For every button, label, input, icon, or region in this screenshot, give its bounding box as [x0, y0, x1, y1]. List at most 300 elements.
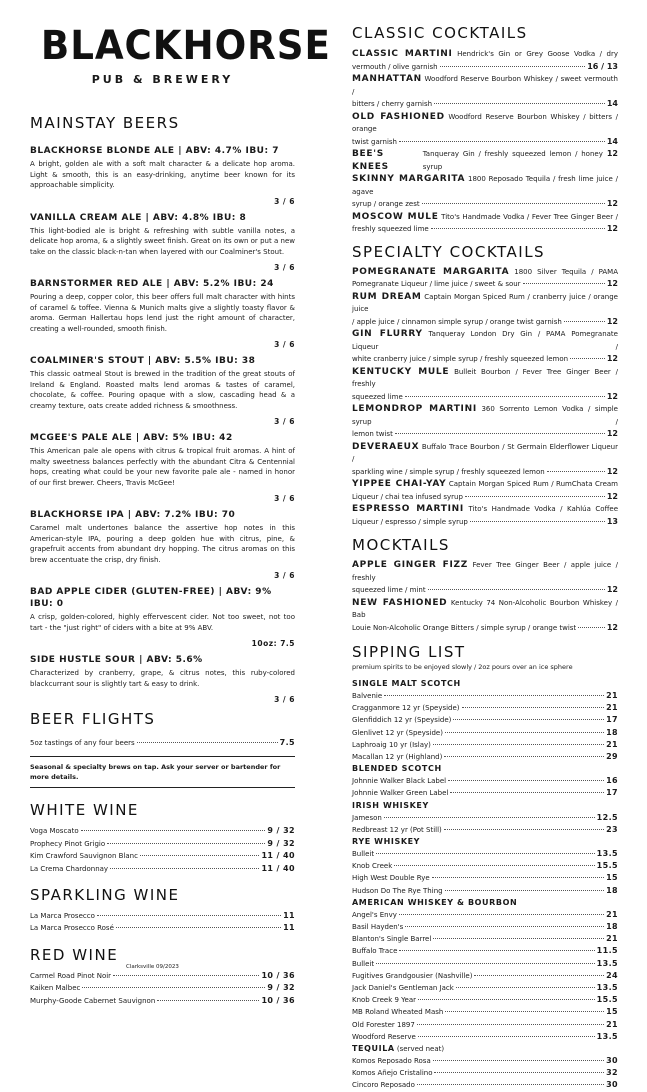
spirit-name: Komos Reposado Rosa — [352, 1057, 431, 1066]
beer-name: SIDE HUSTLE SOUR | ABV: 5.6% — [30, 655, 203, 665]
spirit-price: 23 — [606, 824, 618, 834]
cocktail-ingredients: Kentucky 74 Non-Alcoholic Bourbon Whiskey / Bab — [352, 598, 618, 619]
cocktail-first-line — [352, 266, 618, 279]
beer-price: 3 / 6 — [274, 571, 295, 580]
cocktail-price: 12 — [606, 316, 618, 326]
dot-leader — [384, 695, 604, 696]
dot-leader — [433, 744, 604, 745]
cocktail-first-line — [352, 48, 618, 61]
cocktail-price: 12 — [606, 491, 618, 501]
dot-leader — [432, 877, 604, 878]
divider — [30, 756, 295, 757]
spirit-price: 21 — [606, 739, 618, 749]
beer-description: Characterized by cranberry, grape, & citrus notes, this ruby-colored blackcurrant sour is slightly tart & easy to drink. — [30, 669, 295, 688]
spirit-name: Cincoro Reposado — [352, 1081, 415, 1090]
cocktail-second-line — [352, 61, 618, 74]
dot-leader — [431, 228, 605, 229]
cocktail-first-line — [352, 73, 618, 98]
section-title-white-wine: WHITE WINE — [30, 801, 139, 820]
dot-leader — [116, 927, 281, 928]
cocktail-name: CLASSIC MARTINI — [352, 49, 453, 59]
section-title-sparkling-wine: SPARKLING WINE — [30, 886, 180, 905]
cocktail-price: 12 — [606, 585, 618, 594]
beer-description: A bright, golden ale with a soft malt character & a delicate hop aroma. Light & smooth, this is an easy-drinking, anytime beer known for its approachable simplicity. — [30, 160, 295, 189]
spirit-name: Blanton's Single Barrel — [352, 935, 432, 944]
beer-item — [30, 432, 295, 504]
beer-item — [30, 355, 295, 427]
spirit-item — [352, 909, 618, 921]
cocktail-item — [352, 73, 618, 111]
dot-leader — [97, 915, 281, 916]
section-title-red-wine: RED WINE — [30, 945, 119, 964]
cocktail-second-line — [352, 391, 618, 404]
cocktail-ingredients: lemon twist — [352, 430, 393, 438]
wine-item — [30, 850, 295, 862]
cocktail-item — [352, 366, 618, 404]
cocktail-ingredients: Louie Non-Alcoholic Orange Bitters / simple syrup / orange twist — [352, 623, 577, 632]
dot-leader — [445, 732, 604, 733]
dot-leader — [405, 396, 605, 397]
cocktail-first-line — [352, 291, 618, 316]
cocktail-price: 14 — [606, 99, 618, 108]
beer-description: A crisp, golden-colored, highly effervescent cider. Not too sweet, not too tart - the "just right" of ciders with a bite at 9% ABV. — [30, 613, 295, 632]
wine-item — [30, 863, 295, 875]
dot-leader — [110, 868, 259, 869]
spirit-item — [352, 775, 618, 787]
spirit-item — [352, 812, 618, 824]
beer-item — [30, 278, 295, 350]
cocktail-ingredients: sparkling wine / simple syrup / freshly squeezed lemon — [352, 467, 545, 476]
spirit-name: Laphroaig 10 yr (Islay) — [352, 740, 431, 749]
spirit-item — [352, 848, 618, 860]
cocktail-second-line — [352, 584, 618, 597]
beer-price: 10oz: 7.5 — [251, 639, 295, 648]
spirit-item — [352, 787, 618, 799]
spirit-price: 16 — [606, 776, 618, 786]
cocktail-price: 14 — [606, 136, 618, 146]
cocktail-ingredients: 1800 Silver Tequila / PAMA — [514, 267, 618, 276]
beer-price: 3 / 6 — [274, 494, 295, 503]
spirit-price: 15 — [606, 1007, 618, 1017]
cocktail-first-line — [352, 597, 618, 622]
cocktail-ingredients: Tanqueray Gin / freshly squeezed lemon / honey syrup — [422, 150, 603, 171]
cocktail-first-line — [352, 559, 618, 584]
wine-item-price: 9 / 32 — [267, 826, 295, 836]
dot-leader — [433, 938, 604, 939]
beer-name: BARNSTORMER RED ALE | ABV: 5.2% IBU: 24 — [30, 279, 274, 289]
wine-item-price: 11 / 40 — [261, 863, 295, 873]
cocktail-first-line — [352, 503, 618, 516]
spirit-name: High West Double Rye — [352, 874, 430, 883]
dot-leader — [453, 719, 604, 720]
dot-leader — [465, 496, 605, 497]
footer-location-date: Clarksville 09/2023 — [126, 964, 179, 970]
spirit-name: MB Roland Wheated Mash — [352, 1008, 444, 1017]
spirit-name: Cragganmore 12 yr (Speyside) — [352, 704, 460, 713]
spirit-item — [352, 885, 618, 897]
dot-leader — [82, 987, 265, 988]
spirit-price: 30 — [606, 1080, 618, 1090]
dot-leader — [444, 756, 604, 757]
dot-leader — [418, 1036, 595, 1037]
cocktail-item — [352, 211, 618, 236]
dot-leader — [399, 950, 594, 951]
spirit-price: 21 — [606, 909, 618, 919]
spirit-name: Fugitives Grandgousier (Nashville) — [352, 971, 473, 980]
sipping-group-title — [352, 836, 618, 848]
cocktail-ingredients: Tanqueray London Dry Gin / PAMA Pomegranate Liqueur / — [352, 330, 618, 351]
cocktail-item — [352, 559, 618, 597]
mocktail-list — [352, 559, 618, 634]
cocktail-second-line — [352, 198, 618, 211]
logo-tagline: PUB & BREWERY — [91, 73, 234, 86]
beer-name: MCGEE'S PALE ALE | ABV: 5% IBU: 42 — [30, 433, 233, 443]
cocktail-name: MOSCOW MULE — [352, 211, 439, 222]
wine-item-price: 9 / 32 — [267, 983, 295, 993]
section-title-mocktails: MOCKTAILS — [352, 536, 450, 554]
spirit-price: 13.5 — [596, 849, 618, 859]
sipping-group-name: IRISH WHISKEY — [352, 800, 429, 810]
wine-item-price: 11 / 40 — [261, 851, 295, 861]
sipping-group-title — [352, 897, 618, 909]
spirit-price: 15 — [606, 873, 618, 883]
wine-item-name: La Marca Prosecco — [30, 912, 95, 921]
cocktail-name: BEE'S KNEES — [352, 149, 389, 172]
cocktail-second-line — [352, 491, 618, 504]
spirit-price: 21 — [606, 703, 618, 713]
spirit-name: Old Forester 1897 — [352, 1020, 415, 1029]
cocktail-item — [352, 597, 618, 635]
cocktail-name: POMEGRANATE MARGARITA — [352, 266, 510, 277]
dot-leader — [462, 707, 605, 708]
spirit-item — [352, 945, 618, 957]
beer-name: BLACKHORSE BLONDE ALE | ABV: 4.7% IBU: 7 — [30, 146, 279, 156]
spirit-item — [352, 958, 618, 970]
spirit-item — [352, 994, 618, 1006]
cocktail-ingredients: 1800 Reposado Tequila / fresh lime juice / agave — [352, 175, 618, 196]
spirit-item — [352, 702, 618, 714]
cocktail-second-line — [352, 516, 618, 529]
cocktail-first-line — [352, 111, 618, 136]
cocktail-second-line — [352, 223, 618, 236]
beer-item — [30, 654, 295, 705]
dot-leader — [422, 203, 605, 204]
cocktail-price: 12 — [606, 199, 618, 208]
cocktail-name: LEMONDROP MARTINI — [352, 404, 477, 414]
sipping-group-name: RYE WHISKEY — [352, 837, 421, 847]
spirit-price: 29 — [606, 752, 618, 762]
cocktail-item — [352, 111, 618, 149]
dot-leader — [417, 1024, 604, 1025]
cocktail-name: OLD FASHIONED — [352, 111, 445, 122]
dot-leader — [113, 975, 259, 976]
spirit-price: 17 — [606, 715, 618, 725]
beer-description: This classic oatmeal Stout is brewed in the tradition of the great stouts of Ireland & England. Roasted malts lend aromas & tastes of caramel, chocolate, & coffee. Pouring opaque with a slow, cascading head & a creamy texture, oats create added richness & smoothness. — [30, 370, 295, 410]
spirit-item — [352, 1031, 618, 1043]
spirit-item — [352, 860, 618, 872]
specialty-cocktail-list — [352, 266, 618, 529]
dot-leader — [417, 1084, 604, 1085]
beer-item — [30, 212, 295, 274]
spirit-item — [352, 824, 618, 836]
spirit-price: 15.5 — [596, 861, 618, 871]
spirit-item — [352, 739, 618, 751]
flight-item-price: 7.5 — [279, 738, 295, 747]
spirit-name: Angel's Envy — [352, 910, 397, 919]
spirit-name: Johnnie Walker Green Label — [352, 789, 449, 798]
spirit-price: 21 — [606, 1019, 618, 1029]
dot-leader — [107, 843, 265, 844]
beer-description: Caramel malt undertones balance the assertive hop notes in this American-style IPA, pouring a deep golden hue with citrus, pine, & grapefruit accents from abundant dry hopping. The citrus aromas on this brew accentuate the crisp, dry finish. — [30, 524, 295, 564]
wine-item-name: Prophecy Pinot Grigio — [30, 839, 106, 848]
cocktail-item — [352, 148, 618, 173]
beer-price: 3 / 6 — [274, 340, 295, 349]
spirit-name: Knob Creek — [352, 862, 393, 871]
sipping-group-title — [352, 800, 618, 812]
cocktail-price: 12 — [606, 429, 618, 438]
sipping-group-title — [352, 1043, 618, 1055]
dot-leader — [450, 792, 604, 793]
section-title-mainstay: MAINSTAY BEERS — [30, 114, 180, 132]
red-wine-list — [30, 970, 295, 1007]
dot-leader — [140, 855, 260, 856]
beer-item — [30, 586, 295, 649]
wine-item-price: 10 / 36 — [261, 995, 295, 1005]
cocktail-item — [352, 328, 618, 366]
spirit-item — [352, 1067, 618, 1079]
wine-item — [30, 910, 295, 922]
spirit-price: 13.5 — [596, 958, 618, 968]
spirit-price: 12.5 — [596, 812, 618, 822]
spirit-item — [352, 1006, 618, 1018]
sipping-group-subtitle: (served neat) — [394, 1045, 445, 1054]
cocktail-name: KENTUCKY MULE — [352, 366, 450, 377]
sipping-group-name: TEQUILA — [352, 1044, 395, 1054]
dot-leader — [570, 358, 605, 359]
beer-name: VANILLA CREAM ALE | ABV: 4.8% IBU: 8 — [30, 212, 247, 223]
beer-description: This American pale ale opens with citrus & tropical fruit aromas. A hint of malty sweetness balances perfectly with the abundant Citra & Centennial hops, creating what could be your new favorite pale ale - named in honor of our first brewer. Cheers, Travis McGee! — [30, 447, 295, 487]
spirit-name: Bulleit — [352, 850, 375, 859]
dot-leader — [81, 830, 266, 831]
wine-item — [30, 838, 295, 850]
dot-leader — [428, 589, 605, 590]
cocktail-ingredients: freshly squeezed lime — [352, 225, 429, 233]
cocktail-price: 12 — [606, 279, 618, 288]
dot-leader — [470, 521, 605, 522]
cocktail-first-line — [352, 211, 618, 224]
spirit-item — [352, 727, 618, 739]
spirit-price: 13.5 — [596, 983, 618, 993]
spirit-name: Komos Añejo Cristalino — [352, 1069, 433, 1078]
spirit-item — [352, 1055, 618, 1067]
cocktail-ingredients: Fever Tree Ginger Beer / apple juice / freshly — [352, 561, 618, 582]
cocktail-price: 12 — [606, 354, 618, 363]
dot-leader — [433, 1060, 604, 1061]
cocktail-name: APPLE GINGER FIZZ — [352, 560, 468, 570]
cocktail-price: 12 — [606, 466, 618, 476]
cocktail-ingredients: Pomegranate Liqueur / lime juice / sweet & sour — [352, 280, 521, 288]
dot-leader — [137, 742, 278, 743]
dot-leader — [376, 963, 595, 964]
cocktail-second-line — [352, 316, 618, 329]
dot-leader — [434, 103, 605, 104]
beer-price: 3 / 6 — [274, 695, 295, 704]
spirit-name: Woodford Reserve — [352, 1032, 416, 1041]
dot-leader — [445, 890, 604, 891]
cocktail-ingredients: Buffalo Trace Bourbon / St Germain Elderflower Liqueur / — [352, 442, 618, 463]
spirit-name: Hudson Do The Rye Thing — [352, 886, 443, 895]
cocktail-ingredients: white cranberry juice / simple syrup / freshly squeezed lemon — [352, 355, 569, 363]
dot-leader — [445, 1011, 604, 1012]
cocktail-ingredients: Captain Morgan Spiced Rum / cranberry juice / orange juice — [352, 292, 618, 313]
sipping-group-name: AMERICAN WHISKEY & BOURBON — [352, 897, 518, 907]
dot-leader — [547, 471, 605, 472]
cocktail-second-line — [352, 136, 618, 149]
sipping-group-name: SINGLE MALT SCOTCH — [352, 679, 461, 688]
spirit-item — [352, 921, 618, 933]
dot-leader — [440, 66, 586, 67]
spirit-name: Johnnie Walker Black Label — [352, 777, 447, 786]
dot-leader — [399, 914, 604, 915]
dot-leader — [474, 975, 604, 976]
spirit-price: 11.5 — [596, 946, 618, 956]
spirit-item — [352, 982, 618, 994]
cocktail-ingredients: Woodford Reserve Bourbon Whiskey / bitters / orange — [352, 112, 618, 133]
flight-item-name: 5oz tastings of any four beers — [30, 739, 135, 747]
spirit-price: 18 — [606, 727, 618, 737]
beer-description: This light-bodied ale is bright & refreshing with subtle vanilla notes, a delicate hop aroma, & a slightly sweet finish. Great on its own or put a new take on the classic black-n-tan when layered with our Coalminer's Stout. — [30, 226, 295, 256]
cocktail-name: NEW FASHIONED — [352, 597, 448, 608]
spirit-price: 24 — [606, 970, 618, 980]
spirit-name: Balvenie — [352, 692, 383, 700]
beer-item — [30, 145, 295, 207]
dot-leader — [578, 627, 605, 628]
cocktail-name: GIN FLURRY — [352, 329, 423, 339]
classic-cocktail-list — [352, 48, 618, 236]
dot-leader — [399, 141, 605, 142]
section-title-sipping: SIPPING LIST — [352, 643, 466, 661]
cocktail-price: 12 — [606, 391, 618, 401]
cocktail-second-line — [352, 278, 618, 291]
cocktail-ingredients: Liqueur / espresso / simple syrup — [352, 517, 468, 526]
right-column — [352, 0, 618, 1092]
spirit-name: Glenlivet 12 yr (Speyside) — [352, 728, 443, 737]
cocktail-item — [352, 266, 618, 291]
wine-item-name: La Marca Prosecco Rosé — [30, 924, 114, 933]
cocktail-name: YIPPEE CHAI-YAY — [352, 479, 447, 489]
spirit-name: Basil Hayden's — [352, 923, 404, 932]
sipping-group-name: BLENDED SCOTCH — [352, 764, 442, 774]
cocktail-item — [352, 48, 618, 73]
cocktail-ingredients: bitters / cherry garnish — [352, 100, 433, 108]
dot-leader — [444, 829, 604, 830]
cocktail-name: ESPRESSO MARTINI — [352, 504, 464, 514]
cocktail-price: 13 — [606, 516, 618, 526]
beer-name: BLACKHORSE IPA | ABV: 7.2% IBU: 70 — [30, 510, 236, 520]
beer-name: COALMINER'S STOUT | ABV: 5.5% IBU: 38 — [30, 356, 256, 366]
wine-item — [30, 970, 295, 982]
wine-item — [30, 995, 295, 1007]
cocktail-ingredients: Tito's Handmade Vodka / Fever Tree Ginger Beer / — [441, 212, 618, 221]
cocktail-item — [352, 503, 618, 528]
cocktail-name: MANHATTAN — [352, 74, 422, 84]
cocktail-item — [352, 173, 618, 211]
spirit-item — [352, 690, 618, 702]
dot-leader — [434, 1072, 604, 1073]
cocktail-second-line — [352, 428, 618, 441]
wine-item-name: La Crema Chardonnay — [30, 864, 109, 873]
spirit-name: Glenfiddich 12 yr (Speyside) — [352, 716, 452, 725]
mainstay-beer-list — [30, 145, 295, 705]
sipping-group-title — [352, 763, 618, 775]
beer-price: 3 / 6 — [274, 263, 295, 272]
cocktail-item — [352, 291, 618, 329]
cocktail-item — [352, 441, 618, 479]
dot-leader — [405, 926, 604, 927]
cocktail-name: SKINNY MARGARITA — [352, 174, 466, 184]
seasonal-notice: Seasonal & specialty brews on tap. Ask your server or bartender for more details. — [30, 763, 281, 782]
section-title-flights: BEER FLIGHTS — [30, 710, 156, 728]
divider — [30, 787, 295, 788]
wine-item-name: Carmel Road Pinot Noir — [30, 971, 112, 980]
logo-wordmark: BLACKHORSE — [40, 23, 331, 69]
cocktail-price: 12 — [606, 149, 618, 158]
cocktail-first-line — [352, 403, 618, 428]
spirit-name: Bulleit — [352, 959, 375, 968]
cocktail-first-line — [352, 328, 618, 353]
spirit-name: Macallan 12 yr (Highland) — [352, 753, 443, 762]
wine-item-name: Voga Moscato — [30, 827, 79, 836]
spirit-price: 13.5 — [596, 1031, 618, 1041]
cocktail-ingredients: Hendrick's Gin or Grey Goose Vodka / dry — [457, 50, 618, 58]
wine-item — [30, 825, 295, 837]
cocktail-name: DEVERAEUX — [352, 441, 420, 452]
cocktail-ingredients: squeezed lime / mint — [352, 586, 426, 594]
cocktail-ingredients: 360 Sorrento Lemon Vodka / simple syrup / — [352, 405, 618, 426]
cocktail-first-line — [352, 441, 618, 466]
cocktail-price: 16 / 13 — [587, 61, 618, 71]
spirit-price: 32 — [606, 1068, 618, 1078]
cocktail-first-line — [352, 366, 618, 391]
spirit-item — [352, 872, 618, 884]
section-title-classic: CLASSIC COCKTAILS — [352, 24, 528, 42]
spirit-price: 17 — [606, 788, 618, 798]
cocktail-first-line — [352, 148, 618, 173]
wine-item-price: 9 / 32 — [267, 838, 295, 848]
spirit-item — [352, 1019, 618, 1031]
cocktail-ingredients: Bulleit Bourbon / Fever Tree Ginger Beer / freshly — [352, 367, 618, 388]
cocktail-second-line — [352, 466, 618, 479]
spirit-item — [352, 970, 618, 982]
spirit-price: 18 — [606, 885, 618, 895]
spirit-name: Buffalo Trace — [352, 947, 398, 956]
sparkling-wine-list — [30, 910, 295, 935]
beer-item — [30, 509, 295, 581]
spirit-name: Jack Daniel's Gentleman Jack — [352, 984, 454, 993]
dot-leader — [394, 865, 594, 866]
dot-leader — [456, 987, 595, 988]
logo — [30, 0, 331, 86]
wine-item-price: 10 / 36 — [261, 970, 295, 980]
spirit-item — [352, 751, 618, 763]
spirit-price: 21 — [606, 934, 618, 944]
wine-item-name: Kim Crawford Sauvignon Blanc — [30, 852, 138, 861]
sipping-group-title — [352, 678, 618, 690]
sipping-list — [352, 678, 618, 1092]
dot-leader — [157, 1000, 259, 1001]
cocktail-ingredients: Captain Morgan Spiced Rum / RumChata Cream — [448, 480, 618, 488]
left-column — [30, 0, 331, 1007]
